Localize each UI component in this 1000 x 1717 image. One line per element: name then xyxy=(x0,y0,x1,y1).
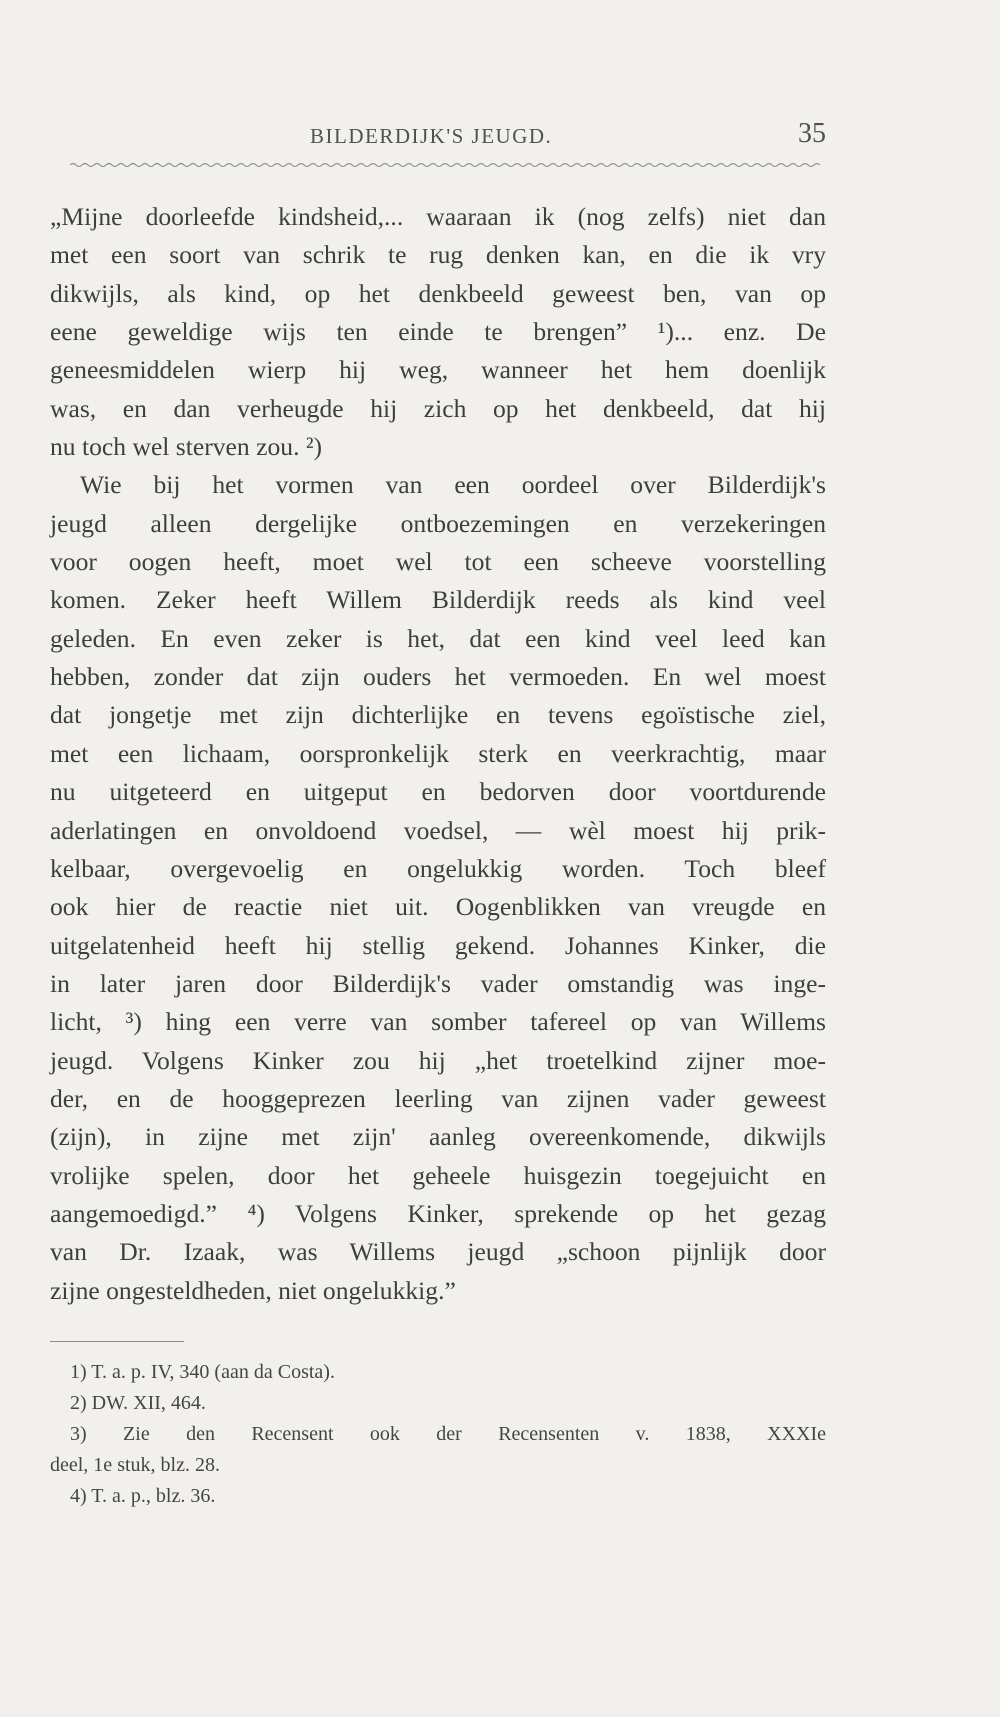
footnote-3: 3) Zie den Recensent ook der Recensenten v. 1838, XXXIe xyxy=(70,1423,826,1445)
footnotes xyxy=(50,1357,826,1512)
footnote-2: 2) DW. XII, 464. xyxy=(70,1392,206,1414)
body-line: aangemoedigd.” ⁴) Volgens Kinker, sprekende op het gezag xyxy=(50,1198,826,1228)
body-line: (zijn), in zijne met zijn' aanleg overeenkomende, dikwijls xyxy=(50,1122,826,1152)
body-line: Wie bij het vormen van een oordeel over Bilderdijk's xyxy=(80,470,826,500)
body-line: vrolijke spelen, door het geheele huisgezin toegejuicht en xyxy=(50,1160,826,1190)
body-line: was, en dan verheugde hij zich op het denkbeeld, dat hij xyxy=(50,393,826,423)
body-line: „Mijne doorleefde kindsheid,... waaraan ik (nog zelfs) niet dan xyxy=(50,202,826,231)
body-line: nu toch wel sterven zou. ²) xyxy=(50,432,323,462)
body-line: dikwijls, als kind, op het denkbeeld geweest ben, van op xyxy=(50,278,826,308)
body-line: hebben, zonder dat zijn ouders het vermoeden. En wel moest xyxy=(50,662,826,692)
body-line: voor oogen heeft, moet wel tot een scheeve voorstelling xyxy=(50,547,826,577)
body-line: zijne ongesteldheden, niet ongelukkig.” xyxy=(50,1275,456,1305)
body-line: met een soort van schrik te rug denken kan, en die ik vry xyxy=(50,240,826,270)
body-line: kelbaar, overgevoelig en ongelukkig worden. Toch bleef xyxy=(50,853,826,883)
body-line: uitgelatenheid heeft hij stellig gekend. Johannes Kinker, die xyxy=(50,930,826,960)
body-line: der, en de hooggeprezen leerling van zijnen vader geweest xyxy=(50,1083,826,1113)
footnote-3-continued: deel, 1e stuk, blz. 28. xyxy=(50,1454,220,1476)
body-line: met een lichaam, oorspronkelijk sterk en veerkrachtig, maar xyxy=(50,738,826,768)
body-line: aderlatingen en onvoldoend voedsel, — wèl moest hij prik- xyxy=(50,815,826,845)
ornamental-head-rule xyxy=(70,158,820,172)
page-number: 35 xyxy=(798,118,826,149)
body-line: eene geweldige wijs ten einde te brengen” ¹)... enz. De xyxy=(50,317,826,347)
running-title: BILDERDIJK'S JEUGD. xyxy=(310,124,553,148)
body-line: geneesmiddelen wierp hij weg, wanneer het hem doenlijk xyxy=(50,355,826,385)
footnote-1: 1) T. a. p. IV, 340 (aan da Costa). xyxy=(70,1361,335,1383)
body-line: van Dr. Izaak, was Willems jeugd „schoon pijnlijk door xyxy=(50,1237,826,1267)
body-line: nu uitgeteerd en uitgeput en bedorven door voortdurende xyxy=(50,777,826,807)
body-text xyxy=(50,198,826,1310)
body-line: dat jongetje met zijn dichterlijke en tevens egoïstische ziel, xyxy=(50,700,826,730)
body-line: geleden. En even zeker is het, dat een kind veel leed kan xyxy=(50,623,826,653)
body-line: komen. Zeker heeft Willem Bilderdijk reeds als kind veel xyxy=(50,585,826,615)
body-line: ook hier de reactie niet uit. Oogenblikken van vreugde en xyxy=(50,892,826,922)
footnote-rule xyxy=(50,1341,184,1342)
footnote-4: 4) T. a. p., blz. 36. xyxy=(70,1485,216,1507)
body-line: jeugd alleen dergelijke ontboezemingen en verzekeringen xyxy=(50,508,826,538)
body-line: jeugd. Volgens Kinker zou hij „het troetelkind zijner moe- xyxy=(50,1045,826,1075)
body-line: in later jaren door Bilderdijk's vader omstandig was inge- xyxy=(50,968,826,998)
body-line: licht, ³) hing een verre van somber tafereel op van Willems xyxy=(50,1007,826,1037)
running-head xyxy=(0,118,1000,158)
